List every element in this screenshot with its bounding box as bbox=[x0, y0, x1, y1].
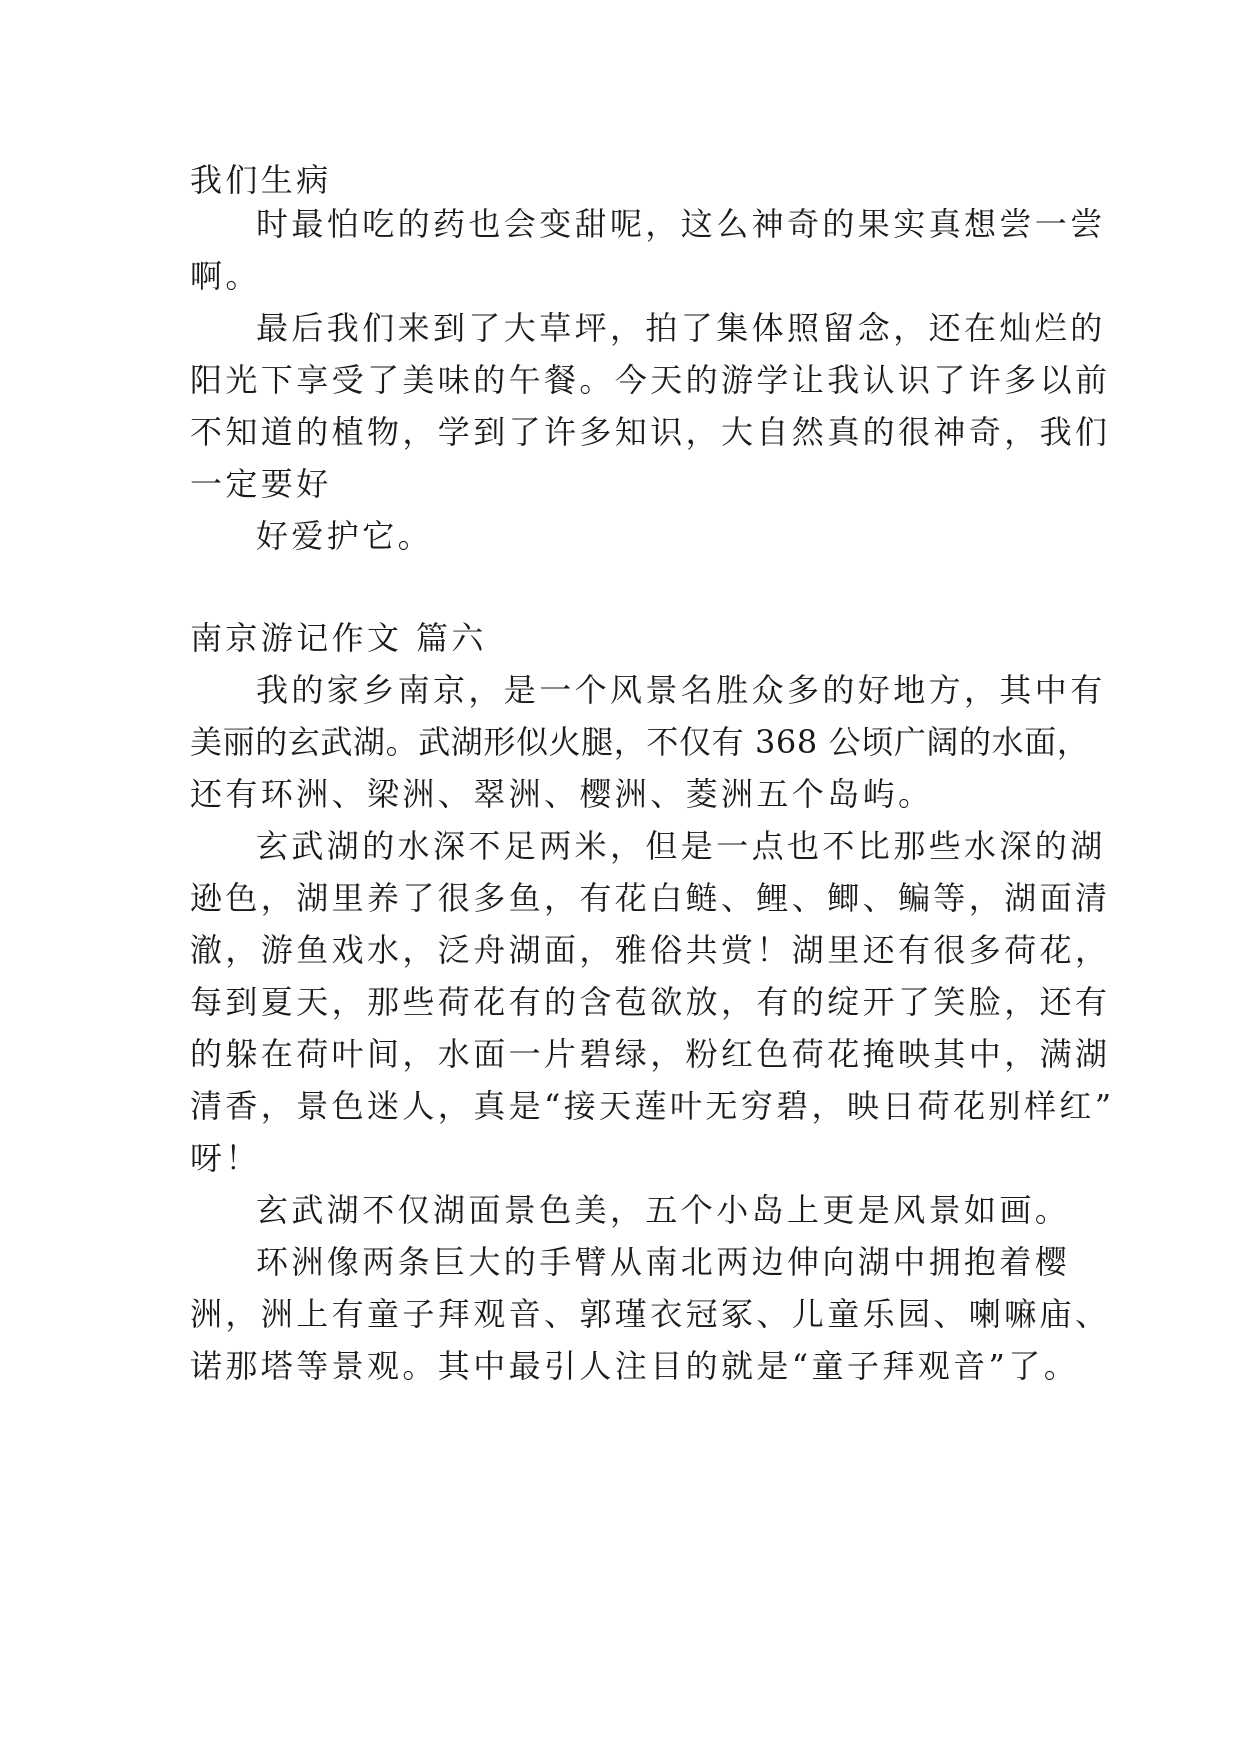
text-line: 最后我们来到了大草坪，拍了集体照留念，还在灿烂的 bbox=[256, 309, 1106, 347]
text-line: 清香，景色迷人，真是“接天莲叶无穷碧，映日荷花别样红” bbox=[190, 1087, 1115, 1125]
text-line: 玄武湖的水深不足两米，但是一点也不比那些水深的湖 bbox=[256, 827, 1106, 865]
text-line: 每到夏天，那些荷花有的含苞欲放，有的绽开了笑脸，还有 bbox=[190, 983, 1111, 1021]
text-line: 我的家乡南京，是一个风景名胜众多的好地方，其中有 bbox=[256, 671, 1106, 709]
text-line: 啊。 bbox=[190, 257, 261, 295]
text-line: 好爱护它。 bbox=[256, 517, 434, 555]
text-line: 澈，游鱼戏水，泛舟湖面，雅俗共赏！湖里还有很多荷花， bbox=[190, 931, 1111, 969]
text-line: 诺那塔等景观。其中最引人注目的就是“童子拜观音”了。 bbox=[190, 1347, 1080, 1385]
text-line: 时最怕吃的药也会变甜呢，这么神奇的果实真想尝一尝 bbox=[256, 205, 1106, 243]
section-heading: 南京游记作文 篇六 bbox=[190, 619, 487, 657]
text-line: 一定要好 bbox=[190, 465, 332, 503]
text-line: 不知道的植物，学到了许多知识，大自然真的很神奇，我们 bbox=[190, 413, 1111, 451]
text-line: 的躲在荷叶间，水面一片碧绿，粉红色荷花掩映其中，满湖 bbox=[190, 1035, 1111, 1073]
text-line: 我们生病 bbox=[190, 161, 332, 199]
text-line: 环洲像两条巨大的手臂从南北两边伸向湖中拥抱着樱 bbox=[256, 1243, 1071, 1281]
text-line: 阳光下享受了美味的午餐。今天的游学让我认识了许多以前 bbox=[190, 361, 1111, 399]
text-line: 美丽的玄武湖。武湖形似火腿，不仅有 368 公顷广阔的水面， bbox=[190, 723, 1090, 761]
text-line: 呀！ bbox=[190, 1139, 261, 1177]
text-line: 逊色，湖里养了很多鱼，有花白鲢、鲤、鲫、鳊等，湖面清 bbox=[190, 879, 1111, 917]
text-line: 玄武湖不仅湖面景色美，五个小岛上更是风景如画。 bbox=[256, 1191, 1071, 1229]
text-line: 洲，洲上有童子拜观音、郭瑾衣冠冢、儿童乐园、喇嘛庙、 bbox=[190, 1295, 1111, 1333]
text-line: 还有环洲、梁洲、翠洲、樱洲、菱洲五个岛屿。 bbox=[190, 775, 934, 813]
